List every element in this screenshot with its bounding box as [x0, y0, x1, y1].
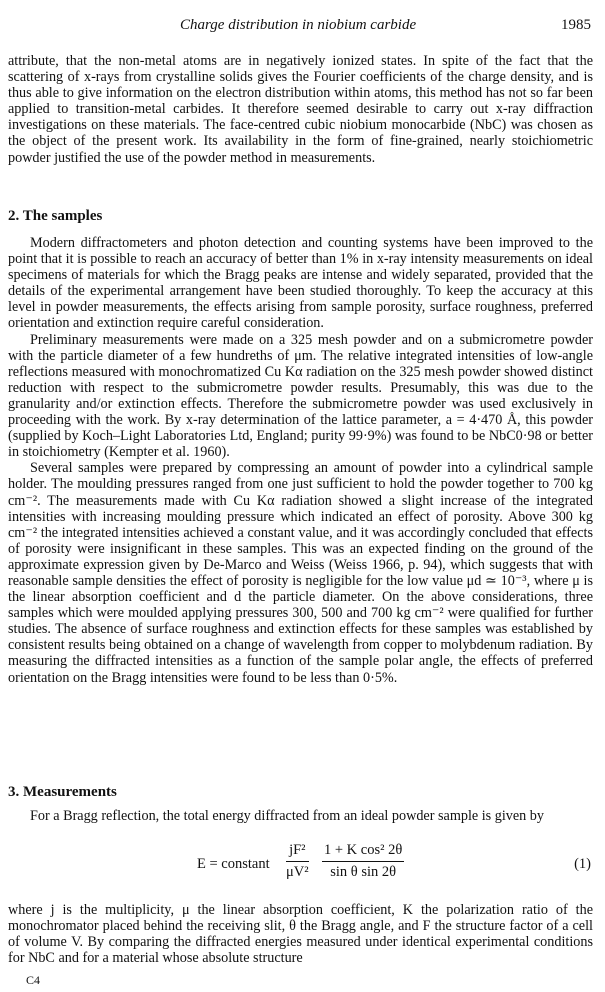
equation-fraction-2-denominator: sin θ sin 2θ — [330, 864, 397, 880]
journal-page — [8, 0, 593, 992]
running-header — [8, 17, 593, 37]
running-title: Charge distribution in niobium carbide — [180, 17, 417, 33]
equation-fraction-2-numerator: 1 + K cos² 2θ — [322, 842, 404, 862]
signature-mark: C4 — [26, 973, 41, 987]
equation-fraction-2 — [322, 842, 404, 881]
samples-paragraph-1: Modern diffractometers and photon detection and counting systems have been improved to the point that it is possible to reach an accuracy of better than 1% in x-ray intensity measurements on ideal specimens of materials for which the Bragg peaks are intense and widely separated, provided that the details of the experimental arrangement have been studied thoroughly. To keep the accuracy at this level in powder measurements, the effects arising from sample porosity, surface roughness, preferred orientation and extinction require careful consideration. — [8, 235, 593, 332]
measurements-lead-in: For a Bragg reflection, the total energy diffracted from an ideal powder sample is given by — [30, 808, 544, 824]
samples-paragraph-2: Preliminary measurements were made on a 325 mesh powder and on a submicrometre powder with the particle diameter of a few hundreths of μm. The relative integrated intensities of low-angle reflections measured with monochromatized Cu Kα radiation on the 325 mesh powder showed distinct reduction with respect to the submicrometre powder results. Presumably, this was due to the granularity and/or extinction effects. Therefore the submicrometre powder was used exclusively in proceeding with the work. By x-ray determination of the lattice parameter, a = 4·470 Å, this powder (supplied by Koch–Light Laboratories Ltd, England; purity 99·9%) was found to be NbC0·98 or better in stoichiometry (Kempter et al. 1960). — [8, 331, 593, 461]
intro-paragraph: attribute, that the non-metal atoms are in negatively ionized states. In spite of the fact that the scattering of x-rays from crystalline solids gives the Fourier coefficients of the charge density, and is thus able to give information on the electron distribution within atoms, this method has not so far been applied to transition-metal carbides. It therefore seemed desirable to carry out x-ray diffraction investigations on these materials. The face-centred cubic niobium monocarbide (NbC) was chosen as the object of the present work. Its availability in the form of fine-grained, nearly stoichiometric powder justified the use of the powder method in measurements. — [8, 53, 593, 166]
page-number: 1985 — [561, 17, 591, 33]
samples-paragraph-3: Several samples were prepared by compressing an amount of powder into a cylindrical sample holder. The moulding pressures ranged from one just sufficient to hold the powder together to 700 kg cm⁻². The measurements made with Cu Kα radiation showed a slight increase of the integrated intensities with increasing moulding pressure which indicated an effect of porosity. Above 300 kg cm⁻² the integrated intensities achieved a constant value, and it was accordingly concluded that effects of porosity were insignificant in these samples. This was an expected finding on the ground of the approximate expression given by De-Marco and Weiss (Weiss 1966, p. 94), which suggests that with reasonable sample densities the effect of porosity is negligible for the low value μd ≃ 10⁻³, where μ is the linear absorption coefficient and d the particle diameter. On the above considerations, three samples which were moulded applying pressures 300, 500 and 700 kg cm⁻² were qualified for further studies. The absence of surface roughness and extinction effects for these samples was established by consistent results being obtained on a change of wavelength from copper to molybdenum radiation. By measuring the diffracted intensities as a function of the sample polar angle, the effects of preferred orientation on the Bragg intensities were found to be less than 0·5%. — [8, 460, 593, 686]
measurements-block — [8, 902, 593, 966]
equation-fraction-1 — [286, 842, 309, 881]
measurements-lead-in-block — [8, 808, 593, 824]
measurements-paragraph: where j is the multiplicity, μ the linear absorption coefficient, K the polarization ratio of the monochromator placed behind the receiving slit, θ the Bragg angle, and F the structure factor of a cell of volume V. By comparing the diffracted energies measured under identical experimental conditions for NbC and for a material whose absolute structure — [8, 902, 593, 967]
section-heading-measurements: 3. Measurements — [8, 784, 117, 800]
intro-block — [8, 53, 593, 166]
equation-lhs: E = constant — [197, 856, 270, 872]
equation-fraction-1-denominator: μV² — [286, 864, 309, 880]
equation-fraction-1-numerator: jF² — [286, 842, 309, 862]
section-heading-samples: 2. The samples — [8, 208, 103, 224]
samples-block — [8, 235, 593, 686]
equation-number: (1) — [574, 856, 591, 872]
equation-1 — [8, 842, 593, 888]
